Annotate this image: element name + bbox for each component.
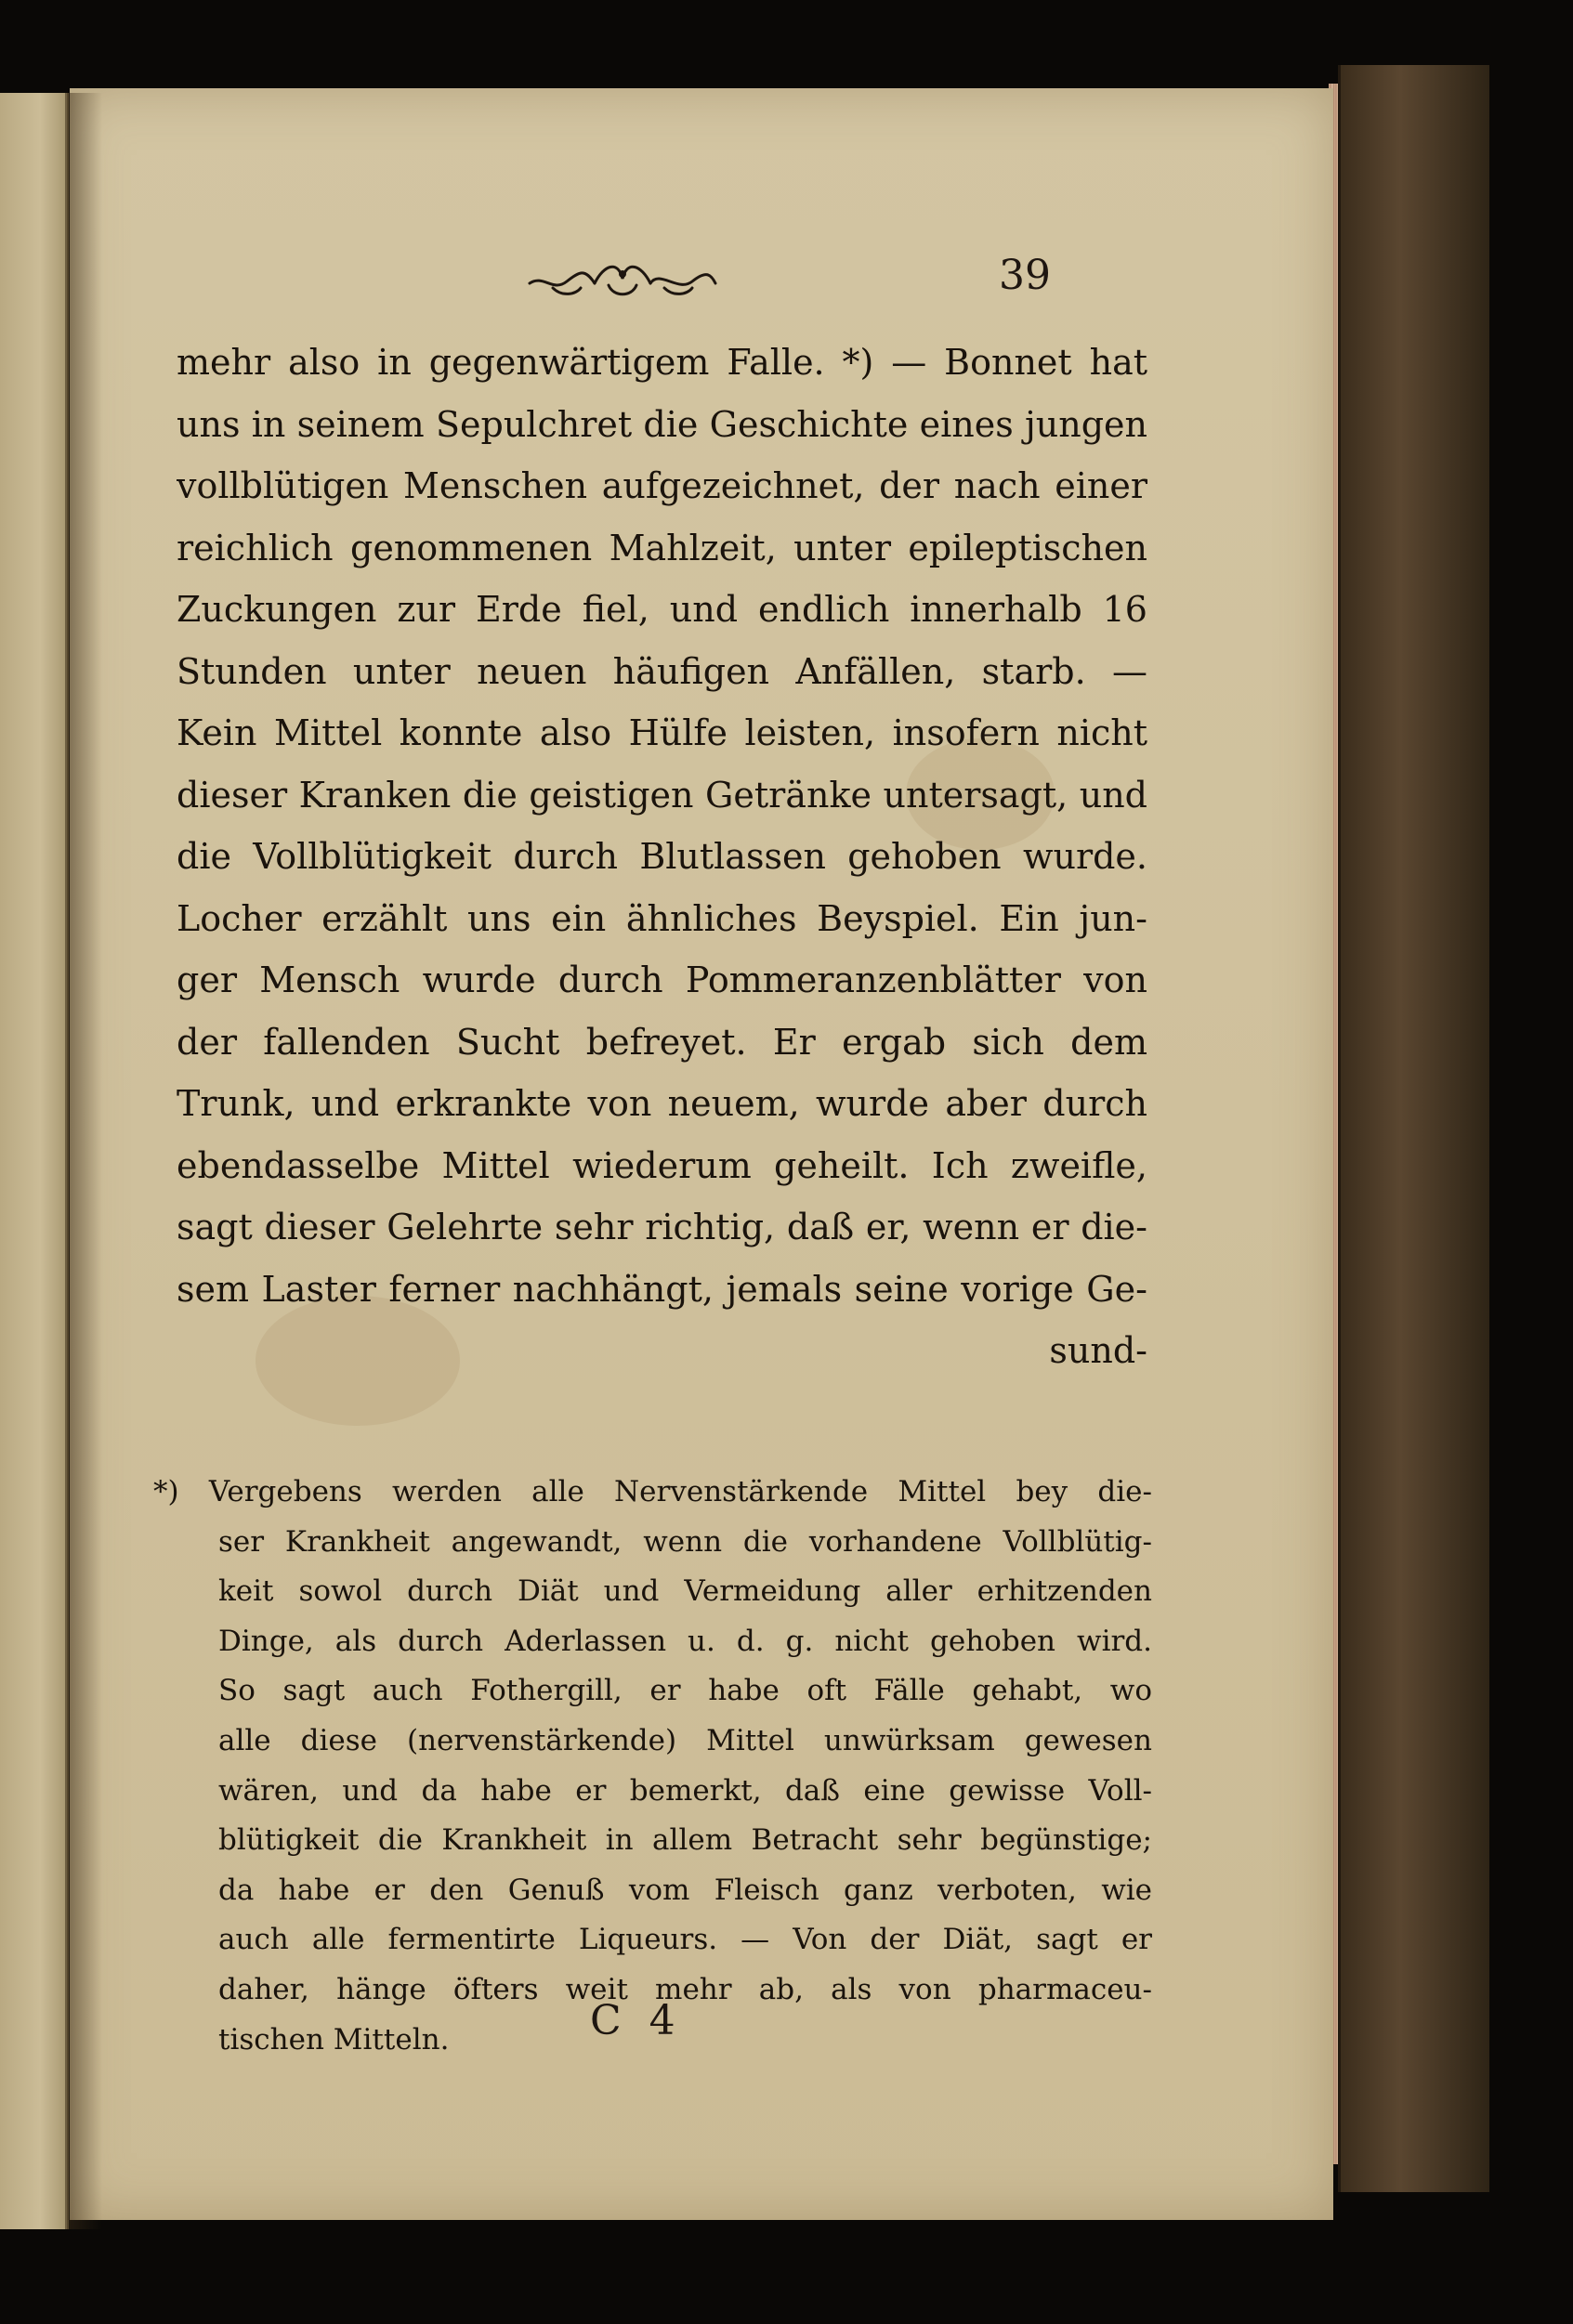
text-line: Locher erzählt uns ein ähnliches Beyspiel. Ein jun- bbox=[177, 897, 1147, 939]
footnote-line: auch alle fermentirte Liqueurs. — Von der Diät, sagt er bbox=[218, 1923, 1152, 1957]
footnote-line: tischen Mitteln. bbox=[218, 2022, 450, 2056]
text-line: Trunk, und erkrankte von neuem, wurde aber durch bbox=[177, 1083, 1147, 1124]
footnote-line: *) Vergebens werden alle Nervenstärkende Mittel bey die- bbox=[153, 1475, 1152, 1508]
text-line: sagt dieser Gelehrte sehr richtig, daß er, wenn er die- bbox=[177, 1207, 1147, 1247]
footnote-line: da habe er den Genuß vom Fleisch ganz verboten, wie bbox=[218, 1873, 1152, 1907]
text-line: ger Mensch wurde durch Pommeranzenblätter von bbox=[177, 960, 1147, 1000]
page-number: 39 bbox=[999, 252, 1051, 299]
footnote-line: wären, und da habe er bemerkt, daß eine gewisse Voll- bbox=[218, 1773, 1152, 1808]
running-header bbox=[70, 246, 1333, 330]
scroll-ornament-icon bbox=[525, 246, 720, 311]
text-line: reichlich genommenen Mahlzeit, unter epileptischen bbox=[177, 527, 1147, 568]
text-line: dieser Kranken die geistigen Getränke untersagt, und bbox=[177, 774, 1147, 816]
text-line: Stunden unter neuen häufigen Anfällen, starb. — bbox=[177, 650, 1147, 692]
footnote-line: So sagt auch Fothergill, er habe oft Fälle gehabt, wo bbox=[218, 1674, 1152, 1708]
footnote-line: ser Krankheit angewandt, wenn die vorhandene Vollblütig- bbox=[218, 1524, 1152, 1559]
text-line: vollblütigen Menschen aufgezeichnet, der nach einer bbox=[177, 465, 1147, 506]
gutter-shadow bbox=[65, 93, 102, 2229]
text-line: ebendasselbe Mittel wiederum geheilt. Ich zweifle, bbox=[177, 1144, 1147, 1186]
book-cover bbox=[1338, 65, 1489, 2192]
book-page bbox=[70, 88, 1333, 2220]
footnote-line: keit sowol durch Diät und Vermeidung aller erhitzenden bbox=[218, 1574, 1152, 1609]
text-line: Kein Mittel konnte also Hülfe leisten, insofern nicht bbox=[177, 712, 1147, 753]
main-text bbox=[177, 332, 1147, 1382]
catchword-line: sund- bbox=[1049, 1330, 1147, 1371]
text-line: uns in seinem Sepulchret die Geschichte eines jungen bbox=[177, 403, 1147, 445]
footnote-line: alle diese (nervenstärkende) Mittel unwürksam gewesen bbox=[218, 1723, 1152, 1757]
text-line: mehr also in gegenwärtigem Falle. *) — Bonnet hat bbox=[177, 342, 1147, 383]
footnote bbox=[153, 1468, 1152, 2065]
signature-mark: C 4 bbox=[590, 1997, 683, 2044]
facing-page-edge bbox=[0, 93, 69, 2229]
text-line: sem Laster ferner nachhängt, jemals seine vorige Ge- bbox=[177, 1268, 1147, 1310]
text-line: der fallenden Sucht befreyet. Er ergab sich dem bbox=[177, 1021, 1147, 1063]
text-line: Zuckungen zur Erde fiel, und endlich innerhalb 16 bbox=[177, 589, 1147, 630]
footnote-line: daher, hänge öfters weit mehr ab, als von pharmaceu- bbox=[218, 1972, 1152, 2006]
footnote-line: blütigkeit die Krankheit in allem Betracht sehr begünstige; bbox=[218, 1823, 1152, 1858]
footnote-line: Dinge, als durch Aderlassen u. d. g. nicht gehoben wird. bbox=[218, 1624, 1152, 1658]
text-line: die Vollblütigkeit durch Blutlassen gehoben wurde. bbox=[177, 836, 1147, 877]
